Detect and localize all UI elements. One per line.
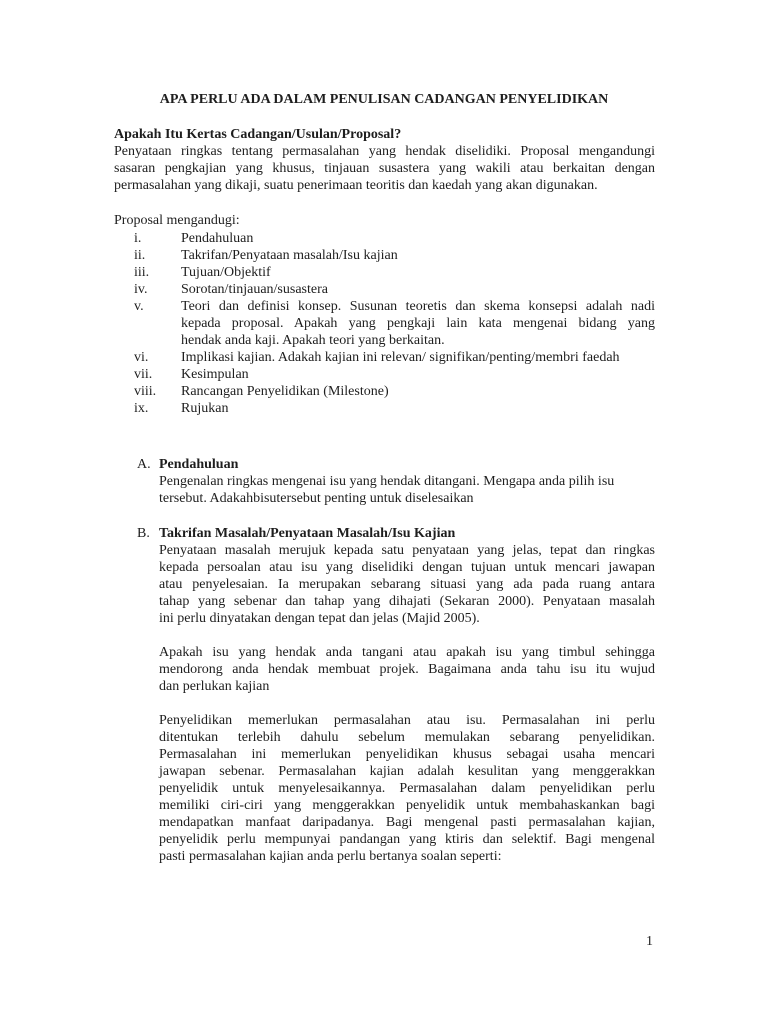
section-a-heading: Pendahuluan xyxy=(159,457,239,472)
section-b-line: kepada persoalan atau isu yang diselidiki dengan tujuan untuk mencari jawapan xyxy=(159,560,655,575)
section-b-line: ditentukan terlebih dahulu sebelum memulakan sebarang penyelidikan. xyxy=(159,730,655,745)
list-item xyxy=(134,298,655,349)
section-b-paragraph-1 xyxy=(159,542,655,627)
list-item-number: ii. xyxy=(134,248,146,263)
list-item-text: Kesimpulan xyxy=(181,367,249,382)
section-b-line: ini perlu dinyatakan dengan tepat dan jelas (Majid 2005). xyxy=(159,611,480,626)
section-b-line: tahap yang sebenar dan tahap yang dihajati (Sekaran 2000). Penyataan masalah xyxy=(159,594,655,609)
list-item-number: ix. xyxy=(134,401,149,416)
section-b-line: atau penyelesaian. Ia merupakan sebarang situasi yang ada pada ruang antara xyxy=(159,577,655,592)
section-a-line: Pengenalan ringkas mengenai isu yang hendak ditangani. Mengapa anda pilih isu xyxy=(159,474,615,489)
list-item xyxy=(134,264,655,281)
section-b-paragraph-2 xyxy=(159,644,655,695)
list-item xyxy=(134,366,655,383)
list-item-text: Takrifan/Penyataan masalah/Isu kajian xyxy=(181,248,398,263)
section-b-line: Permasalahan ini memerlukan penyelidikan khusus sebagai usaha mencari xyxy=(159,747,655,762)
list-item-text: Rancangan Penyelidikan (Milestone) xyxy=(181,384,389,399)
list-item-text: Sorotan/tinjauan/susastera xyxy=(181,282,328,297)
list-item-number: v. xyxy=(134,299,144,314)
section-b-line: jawapan sebenar. Permasalahan kajian adalah kesulitan yang menggerakkan xyxy=(159,764,655,779)
section-a-letter: A. xyxy=(137,457,151,472)
page-number: 1 xyxy=(646,934,653,949)
intro-line: sasaran pengkajian yang khusus, tinjauan susastera yang wakili atau berkaitan dengan xyxy=(114,161,655,176)
list-item xyxy=(134,230,655,247)
list-item-text: kepada proposal. Apakah yang pengkaji lain kata mengenai bidang yang xyxy=(181,316,655,331)
section-b-line: Penyataan masalah merujuk kepada satu penyataan yang jelas, tepat dan ringkas xyxy=(159,543,655,558)
section-b-line: penyelidik perlu mempunyai pandangan yang ktiris dan selektif. Bagi mengenal xyxy=(159,832,655,847)
section-b-heading: Takrifan Masalah/Penyataan Masalah/Isu Kajian xyxy=(159,526,456,541)
list-item-number: vii. xyxy=(134,367,153,382)
intro-paragraph xyxy=(114,143,655,194)
intro-line: permasalahan yang dikaji, suatu penerimaan teoritis dan kaedah yang akan digunakan. xyxy=(114,178,598,193)
section-b xyxy=(159,525,655,865)
section-b-line: mendorong anda hendak membuat projek. Bagaimana anda tahu isu itu wujud xyxy=(159,662,655,677)
section-b-paragraph-3 xyxy=(159,712,655,865)
list-item-text: Teori dan definisi konsep. Susunan teoretis dan skema konsepsi adalah nadi xyxy=(181,299,655,314)
list-item xyxy=(134,383,655,400)
section-b-line: mendapatkan manfaat daripadanya. Bagi mengenal pasti permasalahan kajian, xyxy=(159,815,655,830)
list-item-text: hendak anda kaji. Apakah teori yang berkaitan. xyxy=(181,333,445,348)
section-b-line: Apakah isu yang hendak anda tangani atau apakah isu yang timbul sehingga xyxy=(159,645,655,660)
section-b-line: memiliki ciri-ciri yang menggerakkan penyelidik untuk membahaskankan bagi xyxy=(159,798,655,813)
list-item-text: Tujuan/Objektif xyxy=(181,265,271,280)
list-item-text: Implikasi kajian. Adakah kajian ini relevan/ signifikan/penting/membri faedah xyxy=(181,350,620,365)
list-item xyxy=(134,247,655,264)
list-item xyxy=(134,400,655,417)
section-b-line: dan perlukan kajian xyxy=(159,679,270,694)
intro-line: Penyataan ringkas tentang permasalahan yang hendak diselidiki. Proposal mengandungi xyxy=(114,144,655,159)
list-item-text: Pendahuluan xyxy=(181,231,254,246)
intro-section xyxy=(114,126,655,194)
section-b-line: penyelidik untuk menyelesaikannya. Permasalahan dalam penyelidikan perlu xyxy=(159,781,655,796)
list-item-number: iii. xyxy=(134,265,150,280)
document-title: APA PERLU ADA DALAM PENULISAN CADANGAN PENYELIDIKAN xyxy=(159,92,609,107)
list-item-number: vi. xyxy=(134,350,149,365)
contents-list xyxy=(134,230,655,417)
section-a-line: tersebut. Adakahbisutersebut penting untuk diselesaikan xyxy=(159,491,474,506)
list-item xyxy=(134,349,655,366)
contents-label: Proposal mengandugi: xyxy=(114,213,240,228)
list-item xyxy=(134,281,655,298)
list-item-text: Rujukan xyxy=(181,401,229,416)
section-b-letter: B. xyxy=(137,526,150,541)
list-item-number: viii. xyxy=(134,384,157,399)
list-item-number: i. xyxy=(134,231,142,246)
section-a xyxy=(159,456,655,507)
list-item-number: iv. xyxy=(134,282,148,297)
section-b-line: Penyelidikan memerlukan permasalahan atau isu. Permasalahan ini perlu xyxy=(159,713,655,728)
intro-heading: Apakah Itu Kertas Cadangan/Usulan/Proposal? xyxy=(114,127,402,142)
section-b-line: pasti permasalahan kajian anda perlu bertanya soalan seperti: xyxy=(159,849,502,864)
